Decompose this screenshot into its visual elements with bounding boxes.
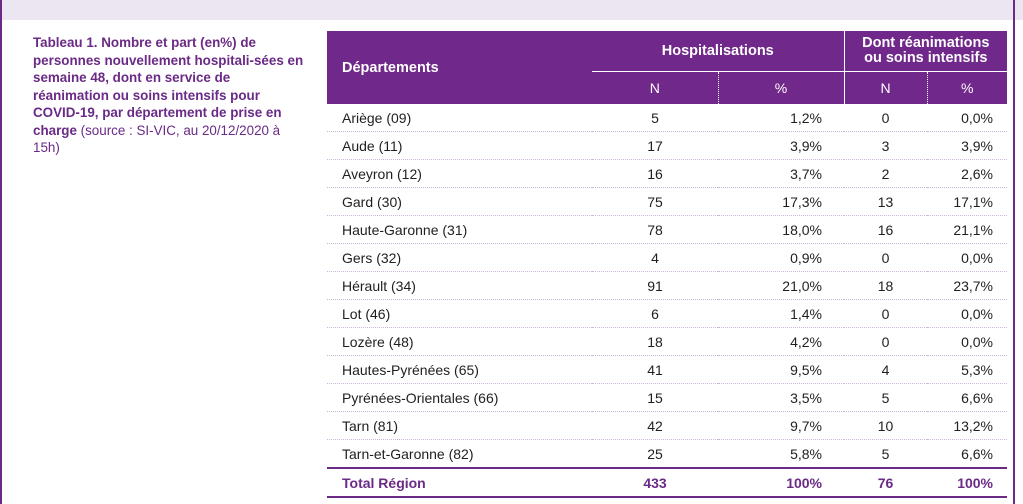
header-rea-n: N [844,72,927,105]
table-body [327,104,1007,497]
header-reanimations-line1: Dont réanimations [862,35,990,51]
total-rea-pct: 100% [927,468,1007,497]
cell-rea-n: 10 [844,412,927,440]
cell-rea-n: 18 [844,272,927,300]
total-row [327,468,1007,497]
cell-departement: Pyrénées-Orientales (66) [327,384,592,412]
cell-rea-pct: 0,0% [927,328,1007,356]
caption-title: Tableau 1. Nombre et part (en%) de personnes nouvellement hospitali-sées en semaine 48, dont en service de réanimation ou soins intensifs pour COVID-19, par département de prise en charge [33,35,304,138]
cell-hosp-pct: 0,9% [718,244,844,272]
cell-rea-pct: 5,3% [927,356,1007,384]
cell-departement: Ariège (09) [327,104,592,132]
cell-hosp-n: 91 [592,272,718,300]
table-row [327,188,1007,216]
cell-departement: Hautes-Pyrénées (65) [327,356,592,384]
table-row [327,104,1007,132]
cell-hosp-n: 75 [592,188,718,216]
table-row [327,216,1007,244]
cell-rea-n: 0 [844,244,927,272]
header-rea-pct: % [927,72,1007,105]
table-row [327,160,1007,188]
table-row [327,272,1007,300]
table-caption [33,34,305,157]
cell-departement: Tarn-et-Garonne (82) [327,440,592,469]
cell-hosp-pct: 9,7% [718,412,844,440]
cell-hosp-pct: 21,0% [718,272,844,300]
cell-rea-pct: 0,0% [927,104,1007,132]
cell-rea-n: 16 [844,216,927,244]
cell-hosp-n: 6 [592,300,718,328]
table-row [327,384,1007,412]
cell-departement: Hérault (34) [327,272,592,300]
table-row [327,244,1007,272]
cell-hosp-n: 17 [592,132,718,160]
cell-hosp-pct: 3,7% [718,160,844,188]
cell-rea-n: 2 [844,160,927,188]
cell-rea-n: 3 [844,132,927,160]
cell-hosp-n: 42 [592,412,718,440]
total-rea-n: 76 [844,468,927,497]
cell-hosp-pct: 1,4% [718,300,844,328]
table-row [327,440,1007,469]
cell-hosp-n: 15 [592,384,718,412]
cell-rea-pct: 0,0% [927,300,1007,328]
table-row [327,356,1007,384]
cell-hosp-pct: 4,2% [718,328,844,356]
cell-rea-n: 13 [844,188,927,216]
cell-hosp-n: 16 [592,160,718,188]
table-row [327,132,1007,160]
cell-hosp-pct: 18,0% [718,216,844,244]
table-row [327,412,1007,440]
cell-departement: Aude (11) [327,132,592,160]
cell-rea-n: 5 [844,440,927,469]
cell-rea-n: 0 [844,104,927,132]
table-row [327,300,1007,328]
cell-rea-n: 5 [844,384,927,412]
cell-rea-pct: 6,6% [927,384,1007,412]
cell-hosp-n: 4 [592,244,718,272]
table-header [327,31,1007,104]
header-hospitalisations: Hospitalisations [592,31,844,72]
header-departements: Départements [327,31,592,104]
cell-rea-n: 0 [844,328,927,356]
cell-departement: Gers (32) [327,244,592,272]
total-label: Total Région [327,468,592,497]
cell-hosp-n: 25 [592,440,718,469]
cell-hosp-n: 78 [592,216,718,244]
cell-hosp-pct: 17,3% [718,188,844,216]
cell-rea-pct: 2,6% [927,160,1007,188]
cell-departement: Haute-Garonne (31) [327,216,592,244]
cell-hosp-n: 41 [592,356,718,384]
cell-rea-pct: 6,6% [927,440,1007,469]
cell-rea-pct: 23,7% [927,272,1007,300]
cell-hosp-pct: 5,8% [718,440,844,469]
header-hosp-pct: % [718,72,844,105]
cell-departement: Gard (30) [327,188,592,216]
top-band [0,0,1023,20]
cell-rea-n: 0 [844,300,927,328]
total-hosp-pct: 100% [718,468,844,497]
caption-source: (source : SI-VIC, au 20/12/2020 à 15h) [33,122,281,155]
cell-departement: Tarn (81) [327,412,592,440]
total-hosp-n: 433 [592,468,718,497]
cell-hosp-pct: 1,2% [718,104,844,132]
table-row [327,328,1007,356]
cell-rea-n: 4 [844,356,927,384]
cell-rea-pct: 17,1% [927,188,1007,216]
cell-hosp-n: 18 [592,328,718,356]
right-border-rule [1013,0,1015,504]
header-reanimations [844,31,1007,72]
cell-rea-pct: 21,1% [927,216,1007,244]
left-border-rule [0,0,2,504]
cell-hosp-pct: 3,9% [718,132,844,160]
header-reanimations-line2: ou soins intensifs [864,50,988,66]
cell-rea-pct: 0,0% [927,244,1007,272]
cell-departement: Aveyron (12) [327,160,592,188]
cell-hosp-pct: 3,5% [718,384,844,412]
cell-departement: Lot (46) [327,300,592,328]
cell-hosp-n: 5 [592,104,718,132]
cell-rea-pct: 13,2% [927,412,1007,440]
cell-departement: Lozère (48) [327,328,592,356]
hospitalisations-table [327,31,1007,498]
cell-hosp-pct: 9,5% [718,356,844,384]
header-hosp-n: N [592,72,718,105]
cell-rea-pct: 3,9% [927,132,1007,160]
